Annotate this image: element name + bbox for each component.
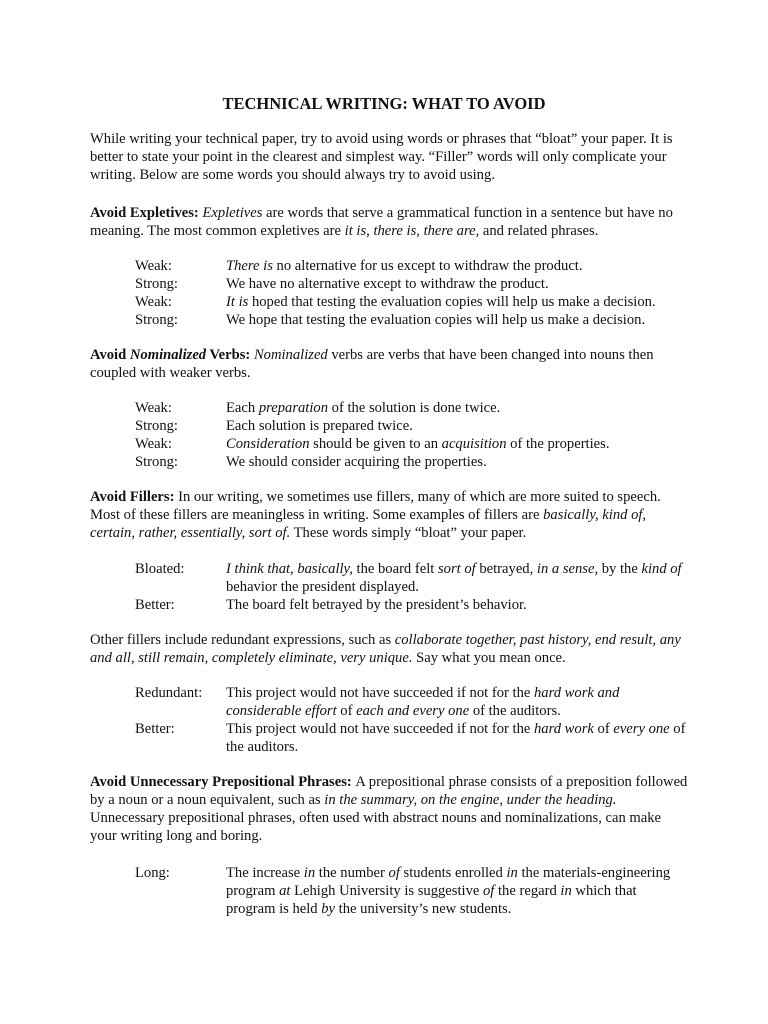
text-run: We hope that testing the evaluation copies will help us make a decision. [226,312,646,328]
text-run: in [303,865,316,881]
text-run: acquisition [441,436,507,452]
expletives-paragraph [90,204,690,240]
text-run: hoped that testing the evaluation copies will help us make a decision. [248,294,656,310]
text-run: While writing your technical paper, try to avoid using words or phrases that “bloat” your paper. It is better to state your point in the clearest and simplest way. “Filler” words will only complicate your writing. Below are some words you should always try to avoid using. [90,131,673,183]
text-run: hard work and considerable effort [226,685,620,719]
text-run: These words simply “bloat” your paper. [290,525,527,541]
text-run: hard work [534,721,594,737]
example-text [226,684,686,720]
example-label: Better: [135,597,175,613]
text-run: in a sense, [536,561,599,577]
text-run: It is [226,294,249,310]
text-run: of the auditors. [226,721,686,755]
text-run: the regard [494,883,561,899]
text-run: betrayed, [475,561,537,577]
text-run: the number [315,865,389,881]
example-text [226,435,686,453]
text-run: Lehigh University is suggestive [290,883,483,899]
example-row [135,453,695,471]
document-title: TECHNICAL WRITING: WHAT TO AVOID [222,94,546,113]
text-run: preparation [258,400,329,416]
text-run: which that program is held [226,883,637,917]
example-text [226,293,686,311]
text-run: Avoid Unnecessary Prepositional Phrases: [90,774,356,790]
example-label: Strong: [135,418,178,434]
text-run: of [483,883,495,899]
text-run: in [506,865,518,881]
text-run: each and every one [356,703,470,719]
example-text [226,311,686,329]
text-run: This project would not have succeeded if not for the [226,721,534,737]
text-run: in the summary, on the engine, under the heading. [324,792,617,808]
example-label: Better: [135,721,175,737]
example-text [226,257,686,275]
example-row [135,596,695,614]
example-text [226,399,686,417]
nominalized-paragraph [90,346,690,382]
text-run: Avoid Expletives: [90,205,203,221]
nominalized-examples [135,399,695,471]
text-run: The board felt betrayed by the president’s behavior. [226,597,527,613]
text-run: I think that, basically, [226,561,353,577]
text-run: of the properties. [506,436,610,452]
text-run: kind of [641,561,682,577]
text-run: Each [226,400,259,416]
example-label: Weak: [135,400,172,416]
example-row [135,560,695,596]
text-run: Verbs: [206,347,254,363]
text-run: should be given to an [309,436,442,452]
text-run: Avoid Fillers: [90,489,179,505]
fillers-paragraph [90,488,690,542]
text-run: verbs are verbs that have been changed into nouns then coupled with weaker verbs. [90,347,654,381]
text-run: of [336,703,357,719]
example-text [226,453,686,471]
redundant-paragraph [90,631,690,667]
example-row [135,864,695,918]
example-row [135,720,695,756]
example-text [226,275,686,293]
example-row [135,435,695,453]
example-row [135,257,695,275]
text-run: Nominalized [253,347,328,363]
example-text [226,864,686,918]
prepositional-examples [135,864,695,918]
example-text [226,417,686,435]
text-run: This project would not have succeeded if not for the [226,685,534,701]
example-row [135,293,695,311]
example-text [226,560,686,596]
example-row [135,399,695,417]
example-row [135,684,695,720]
text-run: of the auditors. [469,703,561,719]
text-run: the board felt [352,561,438,577]
text-run: no alternative for us except to withdraw the product. [272,258,583,274]
example-label: Long: [135,865,170,881]
text-run: sort of [437,561,476,577]
text-run: in [560,883,572,899]
text-run: of the solution is done twice. [328,400,501,416]
example-label: Strong: [135,276,178,292]
text-run: students enrolled [399,865,507,881]
example-text [226,596,686,614]
text-run: Other fillers include redundant expressions, such as [90,632,395,648]
text-run: the university’s new students. [335,901,512,917]
example-row [135,417,695,435]
example-label: Bloated: [135,561,185,577]
text-run: A prepositional phrase consists of a preposition followed by a noun or a noun equivalent, such as [90,774,688,808]
text-run: it is, there is, there are, [344,223,480,239]
example-label: Weak: [135,258,172,274]
text-run: at [279,883,291,899]
text-run: are words that serve a grammatical function in a sentence but have no meaning. The most common expletives are [90,205,673,239]
expletives-examples [135,257,695,329]
example-label: Redundant: [135,685,203,701]
text-run: Each solution is prepared twice. [226,418,413,434]
text-run: Unnecessary prepositional phrases, often used with abstract nouns and nominalizations, can make your writing long and boring. [90,810,662,844]
text-run: The increase [226,865,304,881]
example-label: Strong: [135,312,178,328]
text-run: of [593,721,614,737]
intro-paragraph [90,130,690,184]
text-run: and related phrases. [479,223,599,239]
text-run: by [321,901,336,917]
text-run: Nominalized [129,347,207,363]
text-run: We should consider acquiring the properties. [226,454,487,470]
text-run: Say what you mean once. [412,650,566,666]
fillers-examples [135,560,695,614]
text-run: Avoid [90,347,130,363]
text-run: Expletives [202,205,263,221]
text-run: There is [226,258,273,274]
text-run: the materials-engineering program [226,865,671,899]
text-run: of [388,865,400,881]
text-run: collaborate together, past history, end result, any and all, still remain, completely eliminate, very unique. [90,632,681,666]
example-label: Strong: [135,454,178,470]
redundant-examples [135,684,695,756]
prepositional-paragraph [90,773,690,845]
text-run: In our writing, we sometimes use fillers, many of which are more suited to speech. Most of these fillers are meaningless in writing. Some examples of fillers are [90,489,661,523]
example-row [135,311,695,329]
example-row [135,275,695,293]
example-text [226,720,686,756]
text-run: behavior the president displayed. [226,579,419,595]
text-run: every one [613,721,670,737]
example-label: Weak: [135,294,172,310]
example-label: Weak: [135,436,172,452]
text-run: by the [598,561,642,577]
text-run: We have no alternative except to withdraw the product. [226,276,549,292]
text-run: basically, kind of, certain, rather, essentially, sort of. [90,507,647,541]
text-run: Consideration [226,436,310,452]
